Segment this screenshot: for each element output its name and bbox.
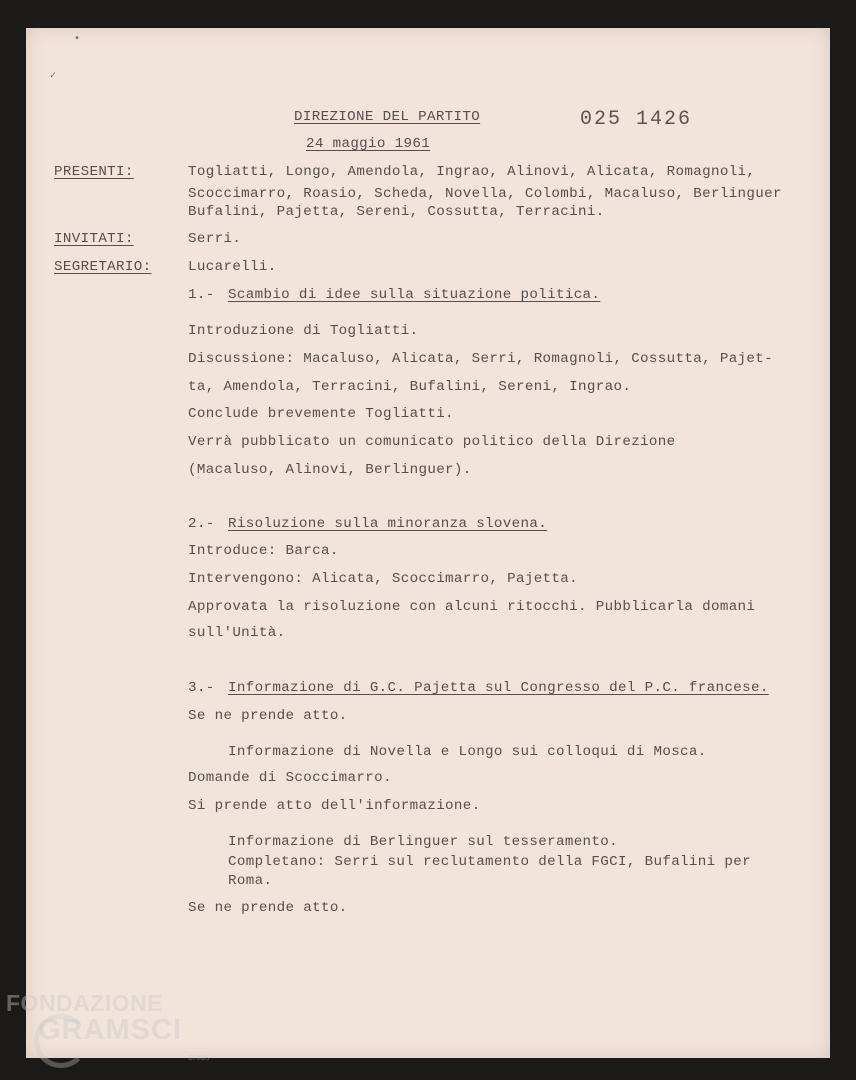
watermark-line2: GRAMSCI [38,1014,182,1046]
item2-line: Intervengono: Alicata, Scoccimarro, Pajetta. [188,571,579,587]
document-date: 24 maggio 1961 [306,136,431,152]
invitati-value: Serri. [188,231,242,247]
presenti-line: Scoccimarro, Roasio, Scheda, Novella, Colombi, Macaluso, Berlinguer [188,186,782,202]
presenti-line: Togliatti, Longo, Amendola, Ingrao, Alinovi, Alicata, Romagnoli, [188,164,756,180]
document-number: 025 1426 [580,108,693,131]
item1-line: (Macaluso, Alinovi, Berlinguer). [188,462,472,478]
item1-line: ta, Amendola, Terracini, Bufalini, Sereni, Ingrao. [188,379,632,395]
item1-heading: Scambio di idee sulla situazione politica. [228,287,601,303]
item1-number: 1.- [188,287,215,303]
item1-line: Verrà pubblicato un comunicato politico della Direzione [188,434,676,450]
item1-line: Conclude brevemente Togliatti. [188,406,454,422]
item3-sub1: Informazione di Novella e Longo sui colloqui di Mosca. [228,744,707,760]
watermark-line3: onlus [188,1052,210,1062]
item3-number: 3.- [188,680,215,696]
item2-line: Approvata la risoluzione con alcuni ritocchi. Pubblicarla domani [188,599,756,615]
presenti-label: PRESENTI: [54,164,134,180]
item2-number: 2.- [188,516,215,532]
ink-mark: ✓ [50,71,57,82]
item1-line: Introduzione di Togliatti. [188,323,419,339]
item2-line: Introduce: Barca. [188,543,339,559]
item3-sub2-line: Roma. [228,873,273,889]
item2-line: sull'Unità. [188,625,286,641]
segretario-value: Lucarelli. [188,259,277,275]
invitati-label: INVITATI: [54,231,134,247]
segretario-label: SEGRETARIO: [54,259,152,275]
fondazione-gramsci-watermark [0,990,215,1070]
item3-closing: Se ne prende atto. [188,900,348,916]
item3-sub2-line: Informazione di Berlinguer sul tesseramento. [228,834,619,850]
item3-sub2-line: Completano: Serri sul reclutamento della FGCI, Bufalini per [228,854,751,870]
item1-line: Discussione: Macaluso, Alicata, Serri, Romagnoli, Cossutta, Pajet- [188,351,774,367]
item3-line: Se ne prende atto. [188,708,348,724]
document-title: DIREZIONE DEL PARTITO [294,109,481,125]
presenti-line: Bufalini, Pajetta, Sereni, Cossutta, Terracini. [188,204,605,220]
item2-heading: Risoluzione sulla minoranza slovena. [228,516,548,532]
ink-mark: • [74,34,81,45]
item3-sub1-line: Domande di Scoccimarro. [188,770,392,786]
watermark-line1: FONDAZIONE [6,990,164,1016]
item3-heading: Informazione di G.C. Pajetta sul Congresso del P.C. francese. [228,680,769,696]
item3-sub1-line: Si prende atto dell'informazione. [188,798,481,814]
